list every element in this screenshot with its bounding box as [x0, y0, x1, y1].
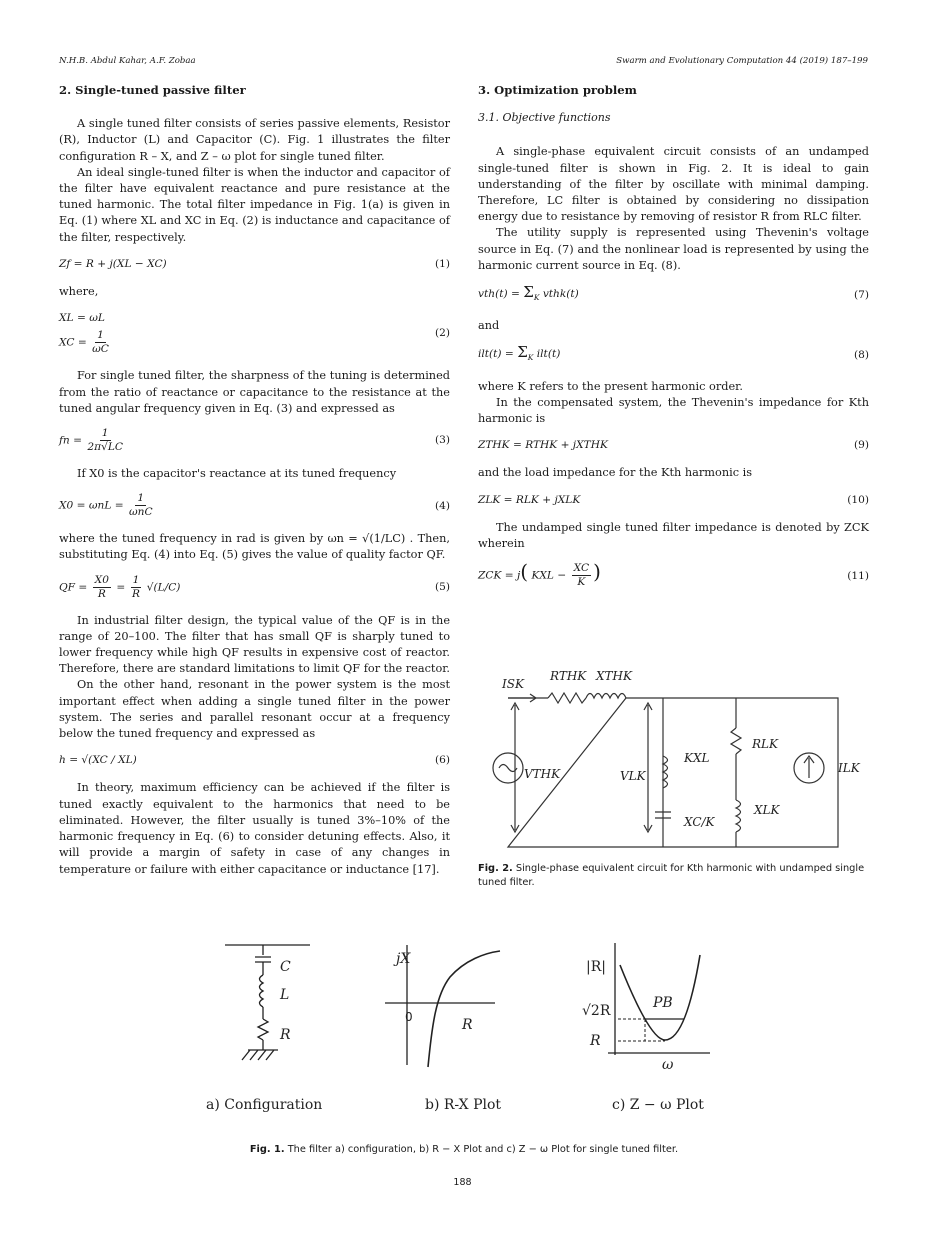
paragraph: The utility supply is represented using Thevenin's voltage source in Eq. (7) and the nonlinear load is represented by using the harmonic current source in Eq. (8). [478, 226, 869, 272]
label-pb: PB [653, 995, 673, 1011]
inductor-xthk [586, 694, 626, 699]
label-abs-r: |R| [586, 959, 606, 975]
label-configuration: a) Configuration [206, 1097, 323, 1113]
label-kxl: KXL [684, 751, 710, 765]
equation-7: $vth(t) = \Sigma_K$ vthk(t) (7) [478, 283, 869, 303]
label-zero: 0 [405, 1010, 413, 1024]
paragraph: In industrial filter design, the typical value of the QF is in the range of 20–100. The filter that has small QF is sharply tuned to lower frequency while high QF results in expensive cost of reactor. Therefore, there are standard limitations to limit QF for the reactor. [59, 613, 451, 676]
equation-9: ZTHK = RTHK + jXTHK (9) [478, 439, 869, 452]
inductor-kxl [663, 756, 668, 788]
page-number: 188 [453, 1177, 472, 1188]
equation-3: fn = $\frac{1}{2\pi√LC}$ (3) [59, 427, 450, 454]
inductor-xlk [736, 800, 741, 832]
dashed-line [618, 1019, 665, 1041]
paragraph: A single-phase equivalent circuit consists of an undamped single-tuned filter is shown in Fig. 2. It is ideal to gain understanding of the filter by oscillate with minimal damping. Therefore, LC filter is obtained by considering no dissipation energy due to resistance by removing of resistor R from RLC filter. [478, 145, 869, 224]
subsection-title: 3.1. Objective functions [478, 111, 611, 125]
equation-8: $ilt(t) = \Sigma_K$ ilt(t) (8) [478, 343, 869, 363]
label-xthk: XTHK [596, 669, 632, 683]
paragraph: On the other hand, resonant in the power system is the most important effect when adding a single tuned filter in the power system. The series and parallel resonant occur at a frequency below the tuned frequency and expressed as [59, 678, 450, 741]
label-isk: ISK [502, 677, 524, 691]
capacitor [255, 957, 271, 962]
paragraph: where the tuned frequency in rad is given by ωn = √(1/LC) . Then, substituting Eq. (4) into Eq. (5) gives the value of quality factor QF. [59, 532, 450, 562]
paragraph: In theory, maximum efficiency can be achieved if the filter is tuned exactly equivalent to the harmonics that need to be eliminated. However, the filter usually is tuned 3%–10% of the harmonic frequency in Eq. (6) to consider detuning effects. Also, it will provide a margin of safety in case of any changes in temperature or failure with either capacitance or inductance [17]. [59, 781, 450, 876]
equation-6: h = √(XC / XL) (6) [59, 754, 450, 767]
paragraph: An ideal single-tuned filter is when the inductor and capacitor of the filter have equivalent reactance and pure resistance at the tuned harmonic. The total filter impedance in Fig. 1(a) is given in Eq. (1) where XL and XC in Eq. (2) is inductance and capacitance of the filter, respectively. [59, 165, 450, 244]
paragraph: where, [59, 285, 99, 299]
label-r: R [280, 1027, 291, 1043]
ground [242, 1050, 278, 1060]
label-r-z: R [590, 1033, 601, 1049]
arrow [508, 694, 536, 702]
paragraph: In the compensated system, the Thevenin's impedance for Kth harmonic is [478, 395, 869, 426]
label-vlk: VLK [620, 769, 646, 783]
section-title: 2. Single-tuned passive filter [59, 83, 246, 97]
label-vthk: VTHK [524, 767, 561, 781]
equation-5: QF = $\frac{X0}{R}$ = $\frac{1}{R}$ √(L/C) (5) [59, 573, 450, 600]
label-xck: XC/K [684, 815, 715, 829]
figure-2-caption: Fig. 2. Single-phase equivalent circuit for Kth harmonic with undamped single tuned filter. [478, 863, 865, 888]
running-head-journal: Swarm and Evolutionary Computation 44 (2019) 187–199 [616, 56, 868, 66]
equation-2: XL = ωL XC = $\frac{1}{\omega C}$ (2) [59, 312, 450, 356]
rx-curve [428, 951, 500, 1067]
label-ilk: ILK [838, 761, 860, 775]
equation-11: ZCK = j( KXL − $\frac{XC}{K}$ ) (11) [478, 559, 869, 589]
resistor-rthk [548, 693, 586, 703]
paragraph: A single tuned filter consists of series passive elements, Resistor (R), Inductor (L) and Capacitor (C). Fig. 1 illustrates the filter configuration R – X, and Z – ω plot for single tuned filter. [59, 117, 450, 163]
label-omega: ω [662, 1057, 674, 1073]
label-rthk: RTHK [550, 669, 587, 683]
filter-figure [200, 935, 725, 1125]
paragraph: and [478, 319, 500, 333]
resistor [258, 1019, 268, 1040]
paragraph: The undamped single tuned filter impedance is denoted by ZCK wherein [478, 520, 869, 551]
left-column [59, 82, 450, 878]
label-rx-plot: b) R-X Plot [425, 1097, 502, 1113]
equation-4: X0 = ωnL = $\frac{1}{\text{ωnC}}$ (4) [59, 492, 450, 519]
label-z-omega-plot: c) Z − ω Plot [612, 1097, 704, 1113]
label-xlk: XLK [754, 803, 780, 817]
section-title: 3. Optimization problem [478, 83, 637, 97]
equation-10: ZLK = RLK + jXLK (10) [478, 493, 869, 506]
inductor [260, 975, 264, 1007]
label-r-rx: R [462, 1017, 473, 1033]
paragraph: where K refers to the present harmonic order. [478, 379, 743, 393]
equation-1: Zf = R + j(XL − XC) (1) [59, 257, 450, 270]
label-jx: jX [396, 951, 411, 967]
label-c: C [280, 959, 291, 975]
label-rlk: RLK [752, 737, 778, 751]
paragraph: If X0 is the capacitor's reactance at its tuned frequency [77, 467, 397, 481]
label-sqrt2r: √2R [582, 1003, 611, 1019]
paragraph: and the load impedance for the Kth harmonic is [478, 466, 753, 480]
arrow [644, 703, 652, 832]
circuit-diagram [478, 660, 869, 860]
label-l: L [280, 987, 290, 1003]
paragraph: For single tuned filter, the sharpness of the tuning is determined from the ratio of reactance or capacitance to the resistance at the tuned angular frequency given in Eq. (3) and expressed as [59, 369, 450, 415]
right-column [478, 82, 869, 601]
figure-1-caption: Fig. 1. The filter a) configuration, b) R − X Plot and c) Z − ω Plot for single tuned filter. [249, 1144, 679, 1155]
resistor-rlk [731, 728, 741, 754]
running-head-authors: N.H.B. Abdul Kahar, A.F. Zobaa [59, 56, 196, 66]
